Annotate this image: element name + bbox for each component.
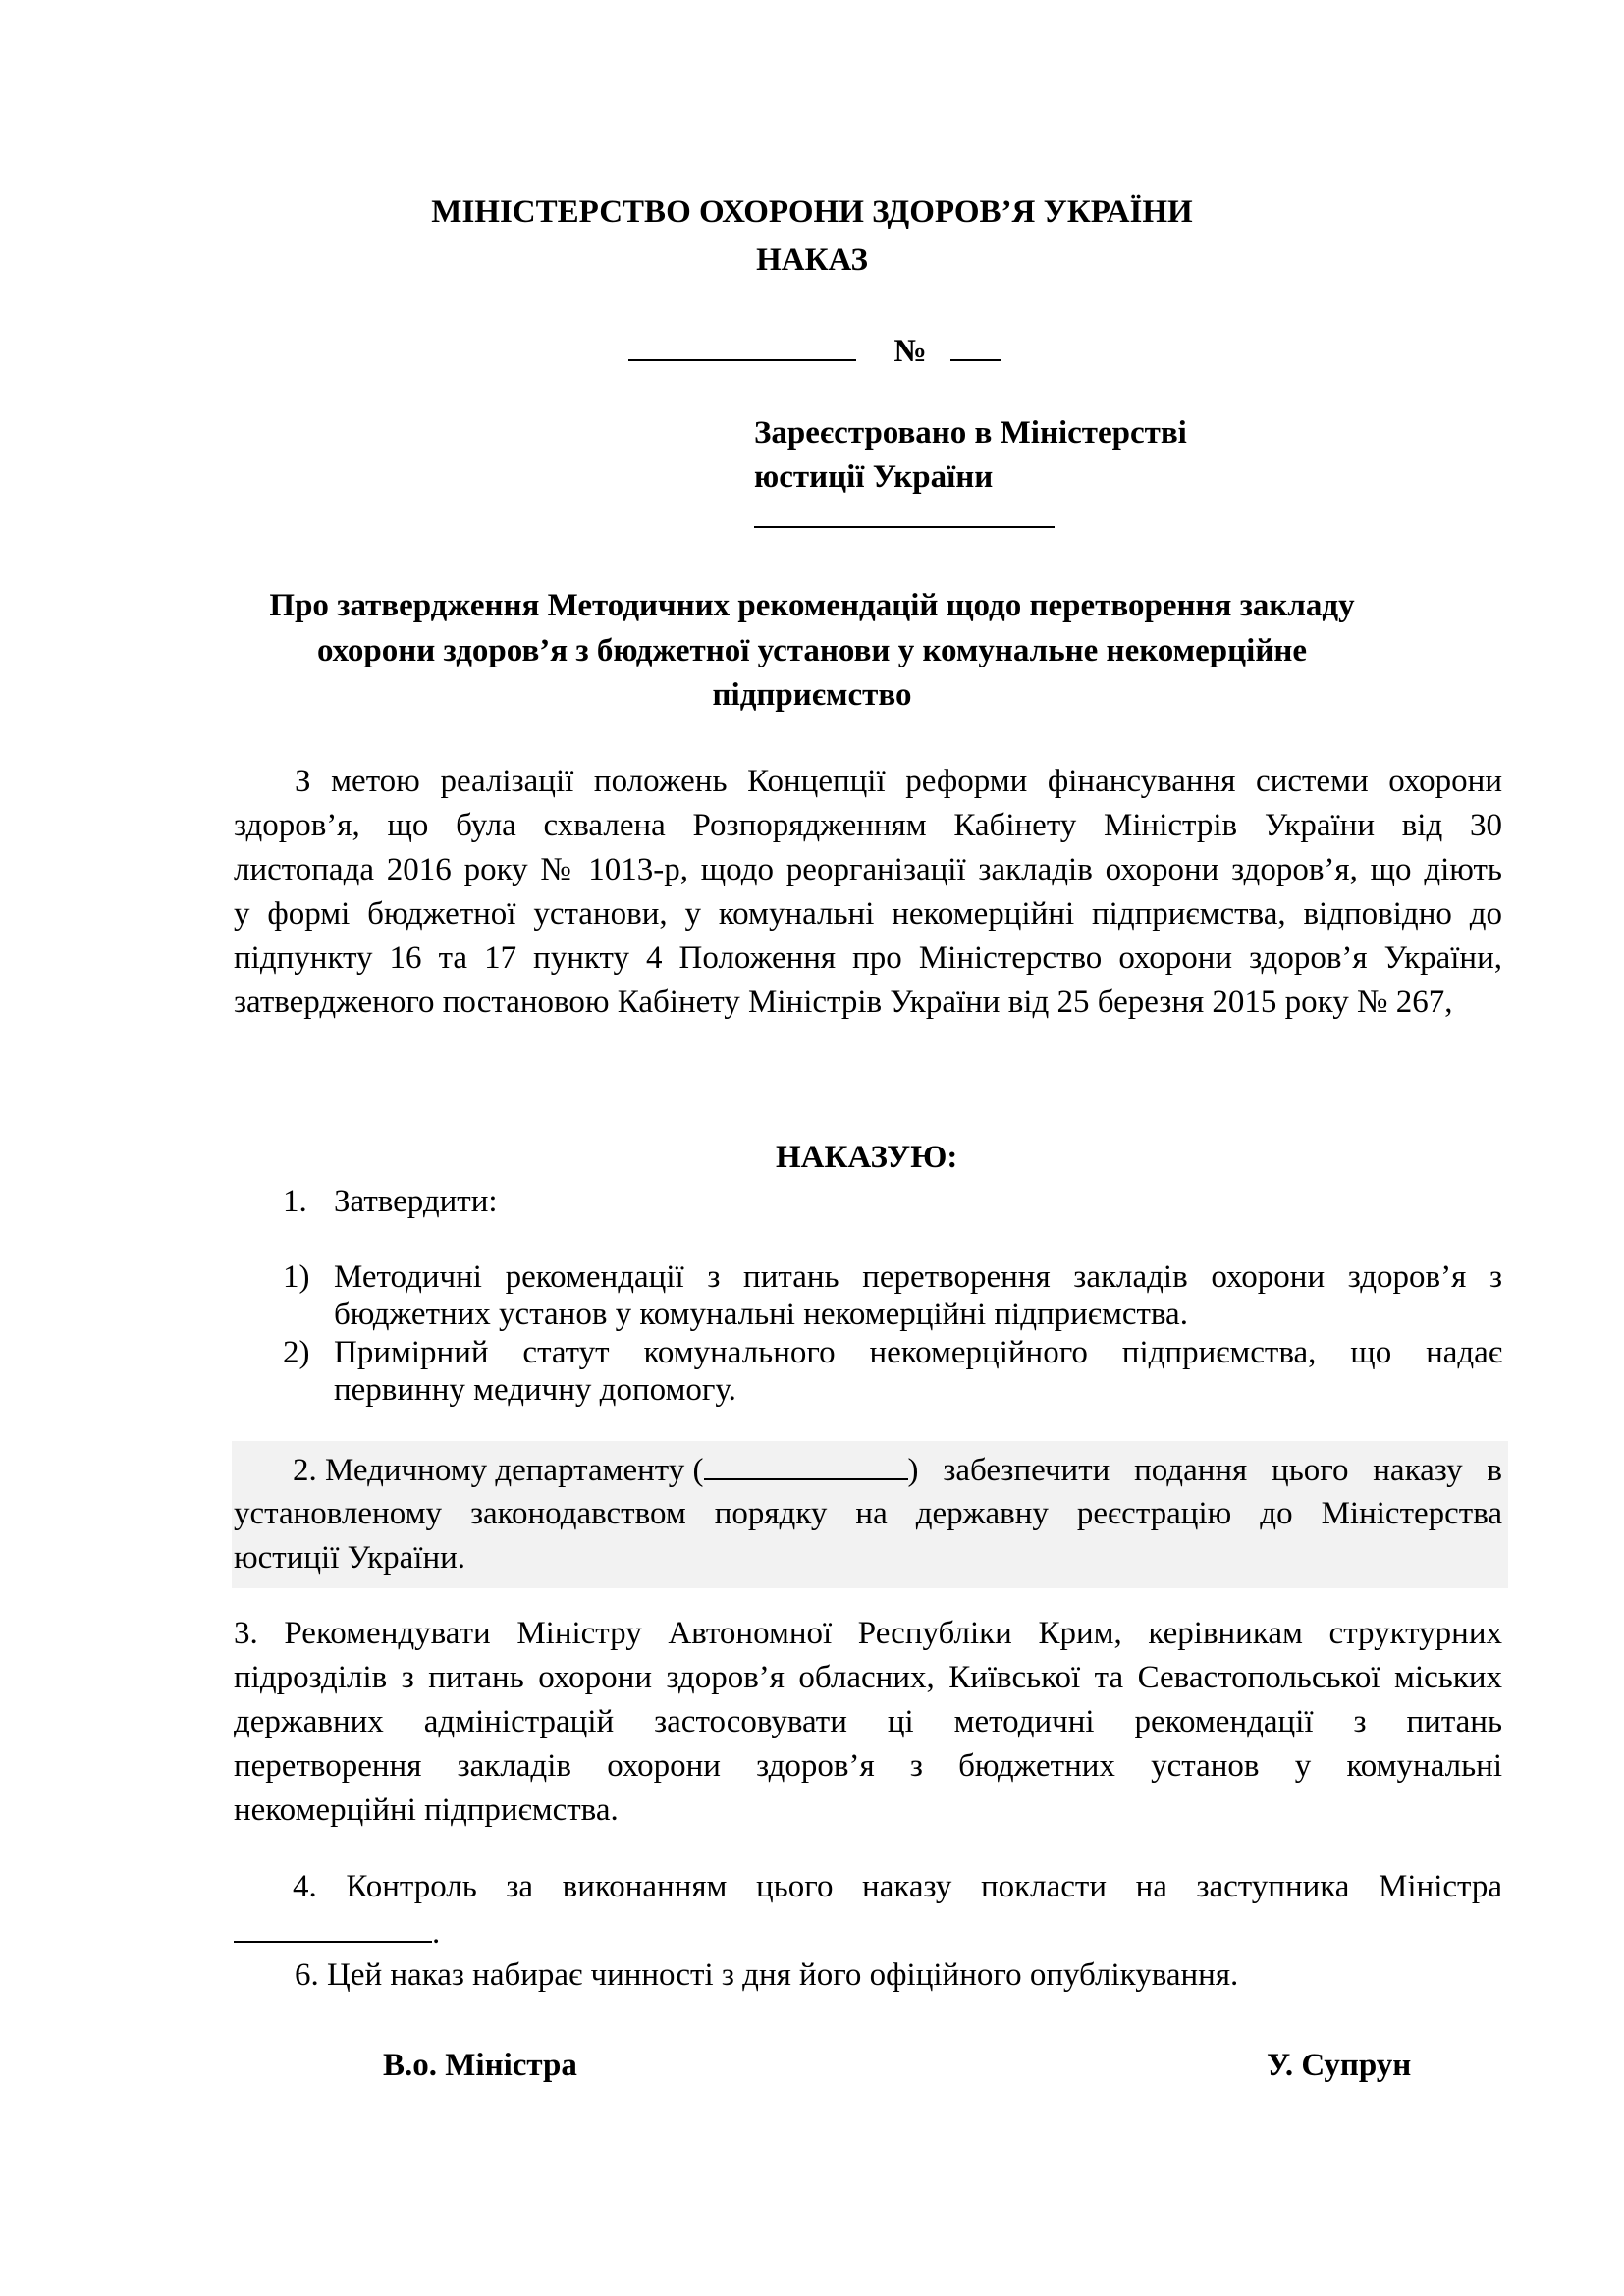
item4-line-2 [234,1915,440,1949]
item3-line: 3. Рекомендувати Міністру Автономної Республіки Крим, керівникам структурних [234,1616,1502,1651]
number-blank [950,334,1001,361]
item4-line-1: 4. Контроль за виконанням цього наказу покласти на заступника Міністра [293,1869,1502,1904]
registration-line-1: Зареєстровано в Міністерстві [754,415,1187,451]
item3-line: некомерційні підприємства. [234,1792,619,1828]
registration-line-2: юстиції України [754,459,994,495]
item3-line: державних адміністрацій застосовувати ці методичні рекомендації з питань [234,1704,1502,1739]
item2-line-3: юстиції України. [234,1540,466,1575]
item6-text: 6. Цей наказ набирає чинності з дня його офіційного опублікування. [295,1957,1239,1993]
subitem-number: 2) [283,1335,310,1370]
signature-position: В.о. Міністра [383,2048,577,2083]
order-word: НАКАЗУЮ: [776,1140,958,1175]
title-line-1: Про затвердження Методичних рекомендацій щодо перетворення закладу [269,588,1355,623]
title-line-3: підприємство [712,677,912,713]
subitem-line: бюджетних установ у комунальні некомерційні підприємства. [334,1297,1188,1332]
preamble-line: підпункту 16 та 17 пункту 4 Положення про Міністерство охорони здоров’я України, [234,940,1502,976]
preamble-line: З метою реалізації положень Концепції реформи фінансування системи охорони [295,764,1502,799]
item3-line: підрозділів з питань охорони здоров’я обласних, Київської та Севастопольської міських [234,1660,1502,1695]
title-line-2: охорони здоров’я з бюджетної установи у комунальне некомерційне [317,633,1307,668]
preamble-line: здоров’я, що була схвалена Розпорядженням Кабінету Міністрів України від 30 [234,808,1502,843]
item2-line1-end: ) забезпечити подання цього наказу в [907,1453,1502,1488]
doc-type-heading: НАКАЗ [756,242,868,278]
item4-line2-end: . [432,1915,441,1950]
item2-line1-start: 2. Медичному департаменту ( [293,1453,704,1488]
subitem-line: Примірний статут комунального некомерційного підприємства, що надає [334,1335,1502,1370]
number-sign: № [893,334,927,369]
item1-text: Затвердити: [334,1184,498,1219]
date-blank [628,334,856,361]
ministry-heading: МІНІСТЕРСТВО ОХОРОНИ ЗДОРОВ’Я УКРАЇНИ [431,194,1193,230]
department-blank [704,1453,908,1480]
signature-name: У. Супрун [1267,2048,1412,2083]
registration-blank [754,526,1055,528]
subitem-line: Методичні рекомендації з питань перетворення закладів охорони здоров’я з [334,1259,1502,1295]
item1-number: 1. [283,1184,307,1219]
item2-line-1 [293,1453,1502,1487]
item2-line-2: установленому законодавством порядку на державну реєстрацію до Міністерства [234,1496,1502,1531]
preamble-line: у формі бюджетної установи, у комунальні некомерційні підприємства, відповідно до [234,896,1502,932]
subitem-number: 1) [283,1259,310,1295]
subitem-line: первинну медичну допомогу. [334,1372,736,1408]
preamble-line: листопада 2016 року № 1013-р, щодо реорганізації закладів охорони здоров’я, що діють [234,852,1502,887]
date-number-line [628,334,1001,368]
preamble-line: затвердженого постановою Кабінету Міністрів України від 25 березня 2015 року № 267, [234,985,1453,1020]
deputy-minister-blank [234,1915,432,1943]
item3-line: перетворення закладів охорони здоров’я з бюджетних установ у комунальні [234,1748,1502,1784]
